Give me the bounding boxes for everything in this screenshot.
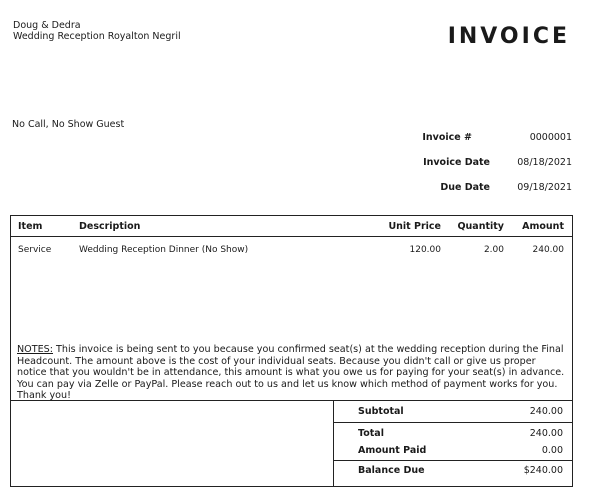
header-unit-price: Unit Price bbox=[388, 221, 441, 232]
document-title: INVOICE bbox=[447, 24, 570, 49]
line-items-box bbox=[10, 215, 573, 487]
row-quantity: 2.00 bbox=[483, 245, 504, 255]
sender-block bbox=[13, 20, 181, 42]
notes-label: NOTES: bbox=[17, 344, 53, 355]
due-date-row bbox=[352, 182, 572, 207]
sender-name: Doug & Dedra bbox=[13, 20, 81, 31]
bill-to: No Call, No Show Guest bbox=[12, 119, 125, 130]
notes bbox=[17, 344, 567, 402]
invoice-number-row bbox=[352, 132, 572, 157]
header-amount: Amount bbox=[522, 221, 564, 232]
amount-paid-value: 0.00 bbox=[541, 445, 563, 456]
header-description: Description bbox=[79, 221, 141, 232]
balance-due-value: $240.00 bbox=[523, 465, 563, 476]
due-date-value: 09/18/2021 bbox=[517, 182, 572, 193]
invoice-meta bbox=[352, 132, 572, 207]
row-item: Service bbox=[18, 245, 52, 255]
row-unit-price: 120.00 bbox=[409, 245, 441, 255]
sender-event: Wedding Reception Royalton Negril bbox=[13, 31, 181, 42]
total-value: 240.00 bbox=[529, 428, 563, 439]
row-description: Wedding Reception Dinner (No Show) bbox=[79, 245, 249, 255]
header-item: Item bbox=[18, 221, 43, 232]
invoice-number-label: Invoice # bbox=[422, 132, 472, 143]
table-header bbox=[11, 216, 572, 237]
totals-separator bbox=[334, 422, 572, 423]
notes-text: This invoice is being sent to you because you confirmed seat(s) at the wedding reception during the Final Headcount. The amount above is the cost of your individual seats. Because you didn't call or give us proper notice that you wouldn't be in attendance, this amount is what you owe us for paying for your seat(s) in advance. You can pay via Zelle or PayPal. Please reach out to us and let us know which method of payment works for you. Thank you! bbox=[17, 344, 565, 401]
due-date-label: Due Date bbox=[440, 182, 490, 193]
balance-due-label: Balance Due bbox=[358, 465, 425, 476]
subtotal-value: 240.00 bbox=[529, 406, 563, 417]
totals-separator bbox=[334, 460, 572, 461]
totals-panel bbox=[333, 400, 572, 486]
header-quantity: Quantity bbox=[457, 221, 504, 232]
invoice-date-label: Invoice Date bbox=[423, 157, 490, 168]
row-amount: 240.00 bbox=[532, 245, 564, 255]
total-label: Total bbox=[358, 428, 384, 439]
invoice-number-value: 0000001 bbox=[529, 132, 572, 143]
subtotal-label: Subtotal bbox=[358, 406, 404, 417]
amount-paid-label: Amount Paid bbox=[358, 445, 427, 456]
invoice-date-value: 08/18/2021 bbox=[517, 157, 572, 168]
table-row bbox=[11, 240, 572, 256]
invoice-date-row bbox=[352, 157, 572, 182]
